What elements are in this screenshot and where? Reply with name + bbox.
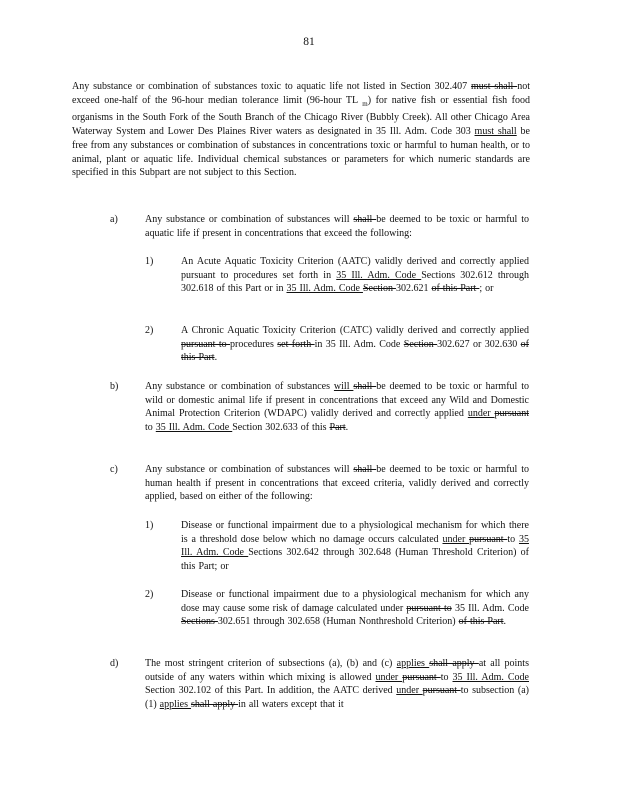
strikethrough-text: Sections <box>181 616 218 628</box>
strikethrough-text: of this Part <box>458 616 504 628</box>
subsection-b-text: Any substance or combination of substances will shall be deemed to be toxic or harmful to wild or domestic animal life if present in concentrations that exceed any Wild and Domestic Animal Protection Criterion (WDAPC) validly derived and correctly applied under pursuant to 35 Ill. Adm. Code Section 302.633 of this Part. <box>145 381 529 434</box>
item-a2-text: A Chronic Aquatic Toxicity Criterion (CATC) validly derived and correctly applied pursuant to procedures set forth in 35 Ill. Adm. Code Section 302.627 or 302.630 of this Part. <box>181 325 529 364</box>
strikethrough-text: Part <box>329 422 346 434</box>
strikethrough-text: pursuant <box>469 533 508 545</box>
strikethrough-text: pursuant <box>422 685 461 697</box>
strikethrough-text: of this Part <box>181 338 529 364</box>
strikethrough-text: shall <box>353 464 377 475</box>
underlined-text: under <box>375 671 403 683</box>
strikethrough-text: pursuant <box>494 408 529 420</box>
underlined-text: applies <box>396 658 430 669</box>
item-a1-label: 1) <box>145 256 154 267</box>
item-a2-label: 2) <box>145 325 154 336</box>
strikethrough-text: of this Part <box>431 283 480 295</box>
strikethrough-text: shall apply <box>191 699 239 711</box>
item-c1-text: Disease or functional impairment due to a physiological mechanism for which there is a threshold dose below which no damage occurs calculated under pursuant to 35 Ill. Adm. Code Sections 302.642 through 302.648 (Human Threshold Criterion) of this Part; or <box>181 520 529 573</box>
strikethrough-text: shall apply <box>429 658 479 669</box>
subsection-d-text: The most stringent criterion of subsections (a), (b) and (c) applies shall apply at all points outside of any waters within which mixing is allowed under pursuant to 35 Ill. Adm. Code Section 302.102 of this Part. In addition, the AATC derived under pursuant to subsection (a)(1) applies shall apply in all waters except that it <box>145 658 529 711</box>
underlined-text: 35 Ill. Adm. Code <box>155 422 233 434</box>
subsection-b-label: b) <box>110 381 119 392</box>
underlined-text: 35 Ill. Adm. Code <box>181 533 529 559</box>
intro-paragraph: Any substance or combination of substances toxic to aquatic life not listed in Section 302.407 must shall not exceed one-half of the 96-hour median tolerance limit (96-hour TL $_m$) for native fish or essential fish food organisms in the South Fork of the South Branch of the Chicago River (Bubbly Creek). All other Chicago Area Waterway System and Lower Des Plaines River waters as designated in 35 Ill. Adm. Code 303 must shall be free from any substances or combination of substances in concentrations toxic or harmful to human health, or to animal, plant or aquatic life. Individual chemical substances or parameters for which numeric standards are specified in this Subpart are not subject to this Section. <box>72 81 530 179</box>
strikethrough-text: set forth <box>277 338 315 350</box>
strikethrough-text: pursuant to <box>181 338 230 350</box>
underlined-text: under <box>396 685 423 697</box>
strikethrough-text: shall <box>353 381 377 392</box>
strikethrough-text: must shall <box>471 81 518 92</box>
strikethrough-text: shall <box>353 214 377 225</box>
strikethrough-text: Section <box>403 338 438 350</box>
subsection-a-text: Any substance or combination of substances will shall be deemed to be toxic or harmful to aquatic life if present in concentrations that exceed the following: <box>145 214 530 239</box>
subsection-d-label: d) <box>110 658 119 669</box>
underlined-text: under <box>442 533 470 545</box>
underlined-text: 35 Ill. Adm. Code <box>452 671 529 683</box>
strikethrough-text: pursuant <box>402 671 441 683</box>
underlined-text: 35 Ill. Adm. Code <box>286 283 363 295</box>
subsection-a-label: a) <box>110 214 118 225</box>
item-c2-text: Disease or functional impairment due to a physiological mechanism for which any dose may cause some risk of damage calculated under pursuant to 35 Ill. Adm. Code Sections 302.651 through 302.658 (Human Nonthreshold Criterion) of this Part. <box>181 589 529 628</box>
item-a1-text: An Acute Aquatic Toxicity Criterion (AATC) validly derived and correctly applied pursuant to procedures set forth in 35 Ill. Adm. Code Sections 302.612 through 302.618 of this Part or in 35 Ill. Adm. Code Section 302.621 of this Part ; or <box>181 256 530 295</box>
item-c2-label: 2) <box>145 589 154 600</box>
underlined-text: 35 Ill. Adm. Code <box>336 269 422 281</box>
underlined-text: applies <box>159 699 191 711</box>
subsection-c-label: c) <box>110 464 118 475</box>
strikethrough-text: pursuant to <box>406 602 452 614</box>
underlined-text: will <box>333 381 354 392</box>
subsection-c-text: Any substance or combination of substances will shall be deemed to be toxic or harmful to human health if present in concentrations that exceed criteria, validly derived and correctly applied, based on either of the following: <box>145 464 530 503</box>
strikethrough-text: Section <box>362 283 396 295</box>
page-number: 81 <box>303 36 315 48</box>
underlined-text: under <box>467 408 495 420</box>
underlined-text: must shall <box>474 126 517 138</box>
item-c1-label: 1) <box>145 520 154 531</box>
